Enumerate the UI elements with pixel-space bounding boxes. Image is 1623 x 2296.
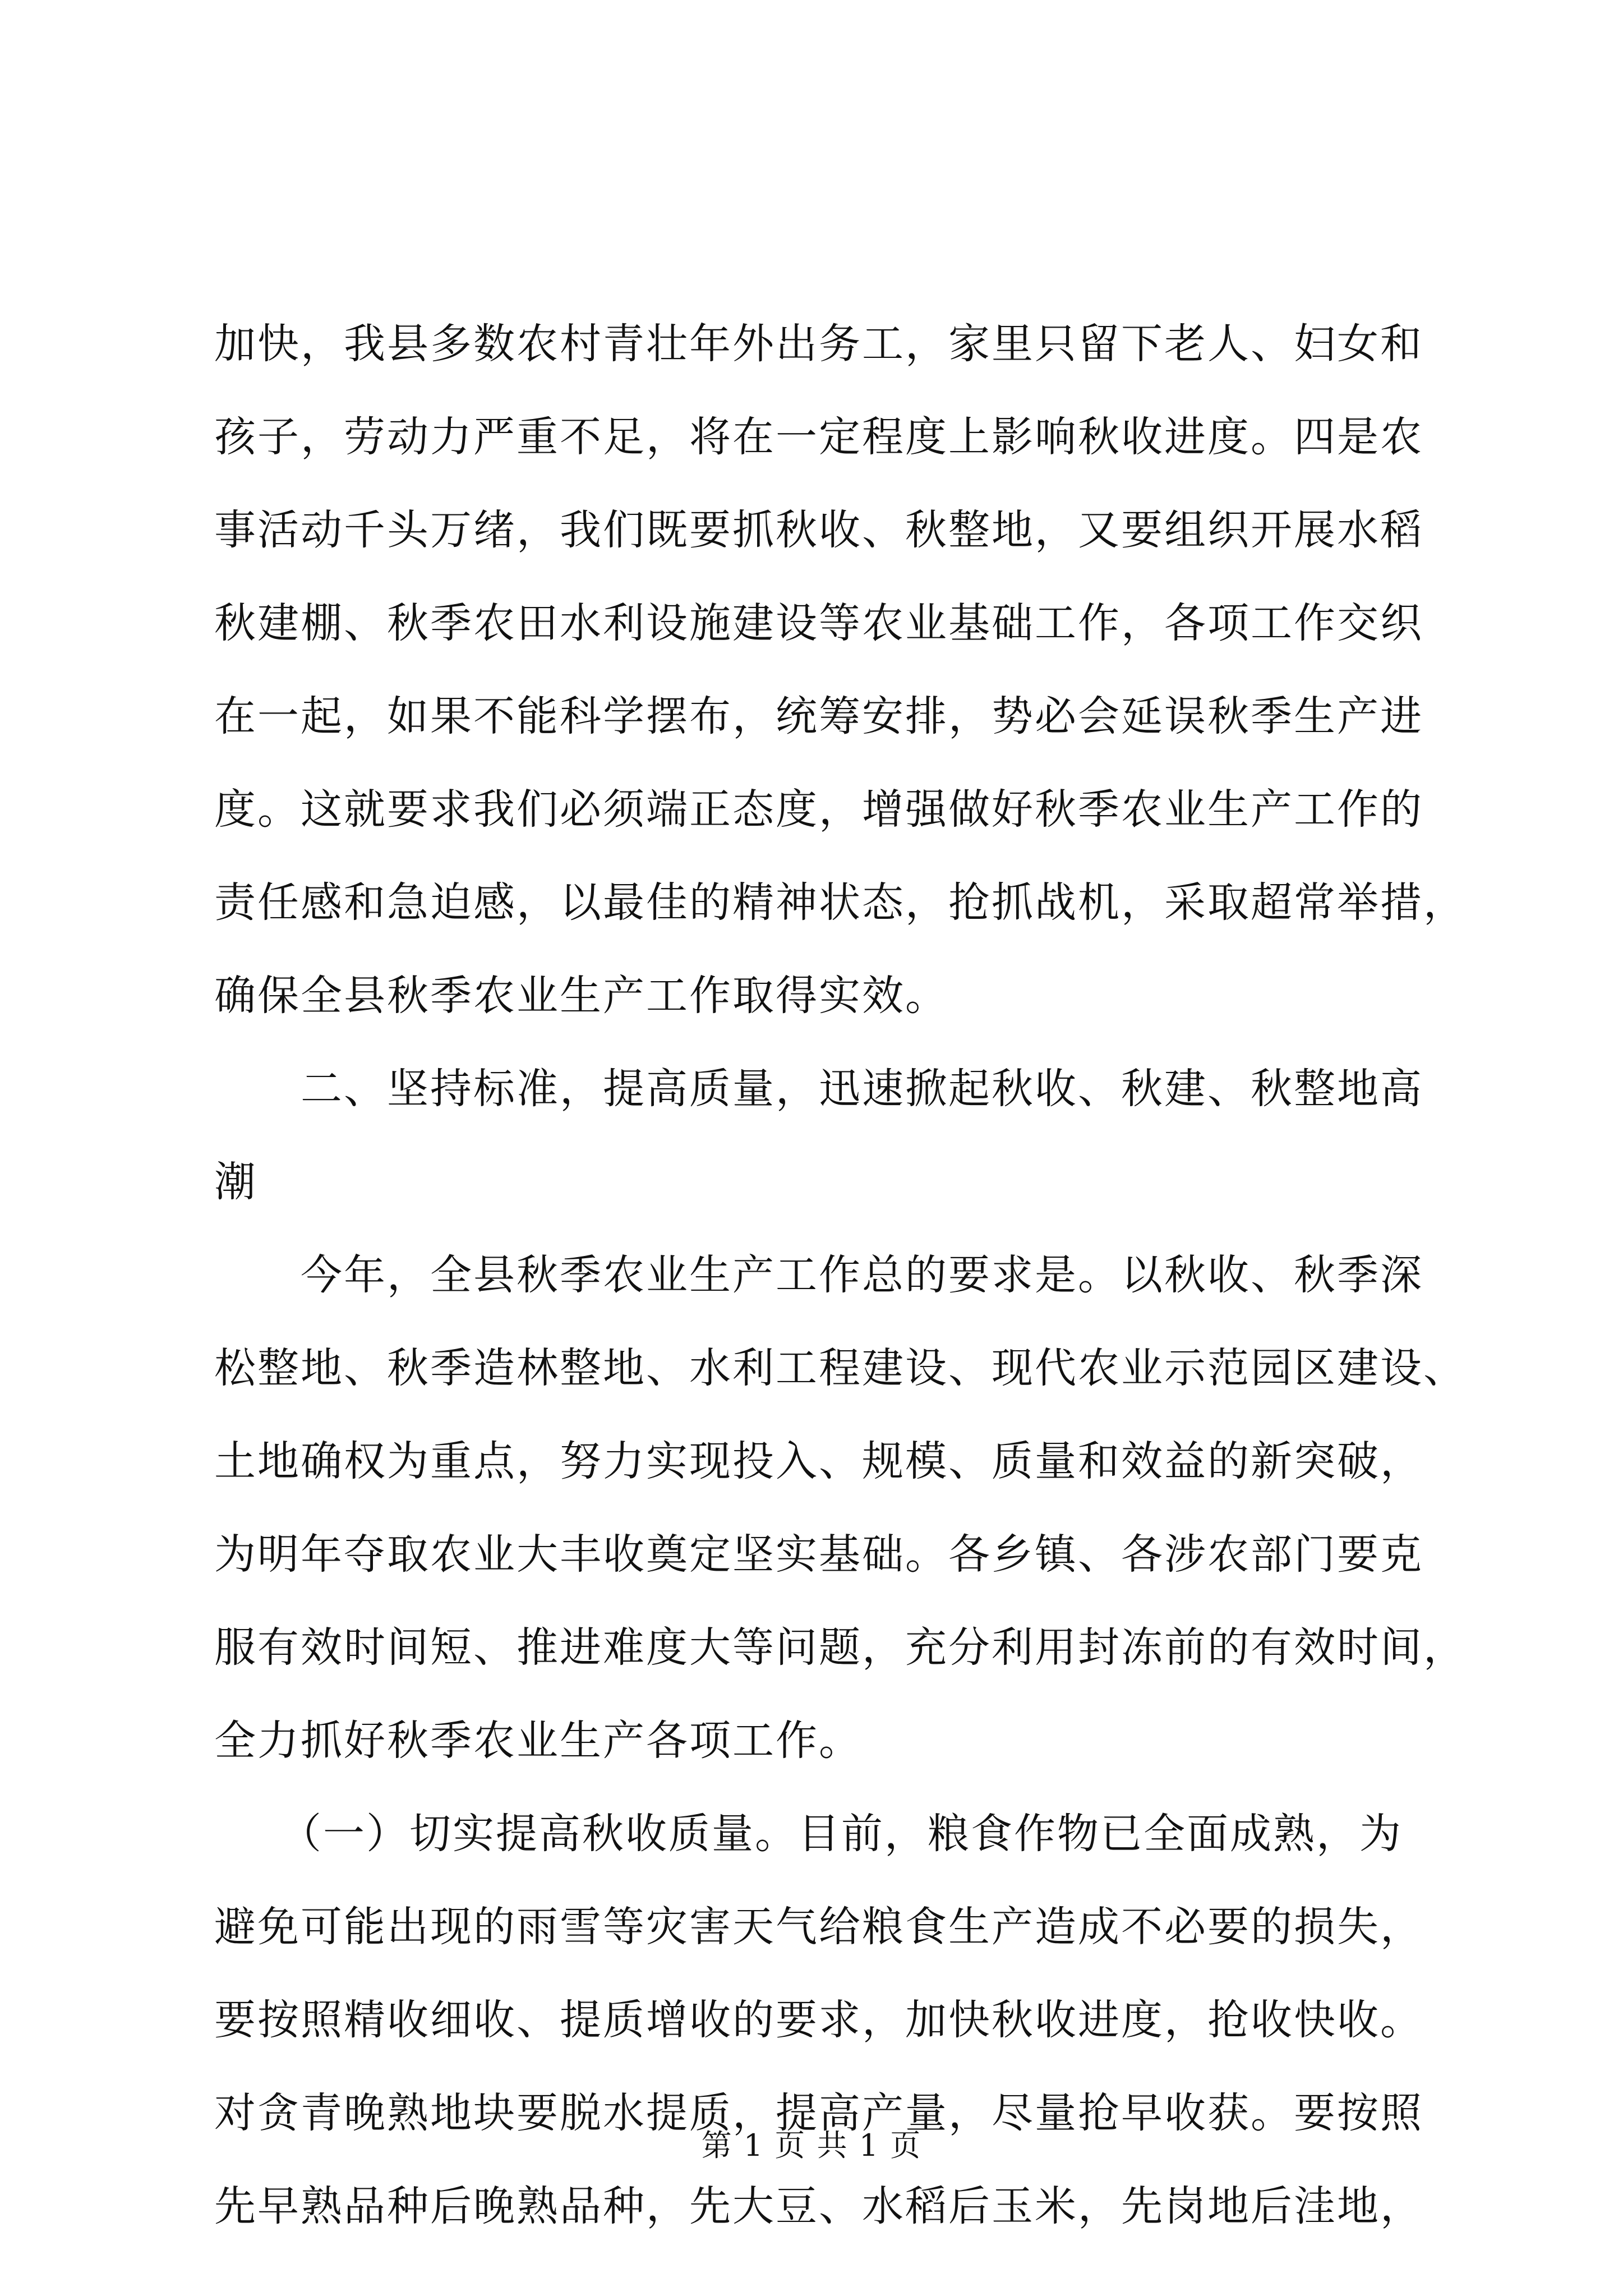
text-line: 秋建棚、秋季农田水利设施建设等农业基础工作，各项工作交织 [214,599,1423,647]
text-line: 服有效时间短、推进难度大等问题，充分利用封冻前的有效时间， [214,1623,1467,1672]
text-line: 全力抓好秋季农业生产各项工作。 [214,1717,862,1765]
text-line: 确保全县秋季农业生产工作取得实效。 [214,972,948,1020]
text-line: 在一起，如果不能科学摆布，统筹安排，势必会延误秋季生产进 [214,692,1423,740]
text-line: 责任感和急迫感，以最佳的精神状态，抢抓战机，采取超常举措， [214,878,1467,927]
text-line: 孩子，劳动力严重不足，将在一定程度上影响秋收进度。四是农 [214,413,1423,461]
text-line: 事活动千头万绪，我们既要抓秋收、秋整地，又要组织开展水稻 [214,506,1423,554]
text-line: 加快，我县多数农村青壮年外出务工，家里只留下老人、妇女和 [214,320,1423,368]
text-line: 对贪青晚熟地块要脱水提质，提高产量，尽量抢早收获。要按照 [214,2089,1423,2137]
text-line: （一）切实提高秋收质量。目前，粮食作物已全面成熟，为 [214,1810,1403,1858]
section-heading-line: 潮 [214,1158,257,1206]
text-line: 松整地、秋季造林整地、水利工程建设、现代农业示范园区建设、 [214,1344,1467,1392]
page-footer [0,2126,1623,2165]
text-line: 度。这就要求我们必须端正态度，增强做好秋季农业生产工作的 [214,785,1423,834]
section-heading-line: 二、坚持标准，提高质量，迅速掀起秋收、秋建、秋整地高 [214,1065,1423,1113]
text-line: 今年，全县秋季农业生产工作总的要求是。以秋收、秋季深 [214,1251,1423,1299]
text-line: 先早熟品种后晚熟品种，先大豆、水稻后玉米，先岗地后洼地， [214,2182,1423,2230]
text-line: 土地确权为重点，努力实现投入、规模、质量和效益的新突破， [214,1437,1423,1485]
document-body [214,297,1467,2253]
page-number: 第 1 页 共 1 页 [701,2128,922,2163]
text-line: 为明年夺取农业大丰收奠定坚实基础。各乡镇、各涉农部门要克 [214,1530,1423,1579]
text-line: 要按照精收细收、提质增收的要求，加快秋收进度，抢收快收。 [214,1996,1423,2044]
text-line: 避免可能出现的雨雪等灾害天气给粮食生产造成不必要的损失， [214,1903,1423,1951]
